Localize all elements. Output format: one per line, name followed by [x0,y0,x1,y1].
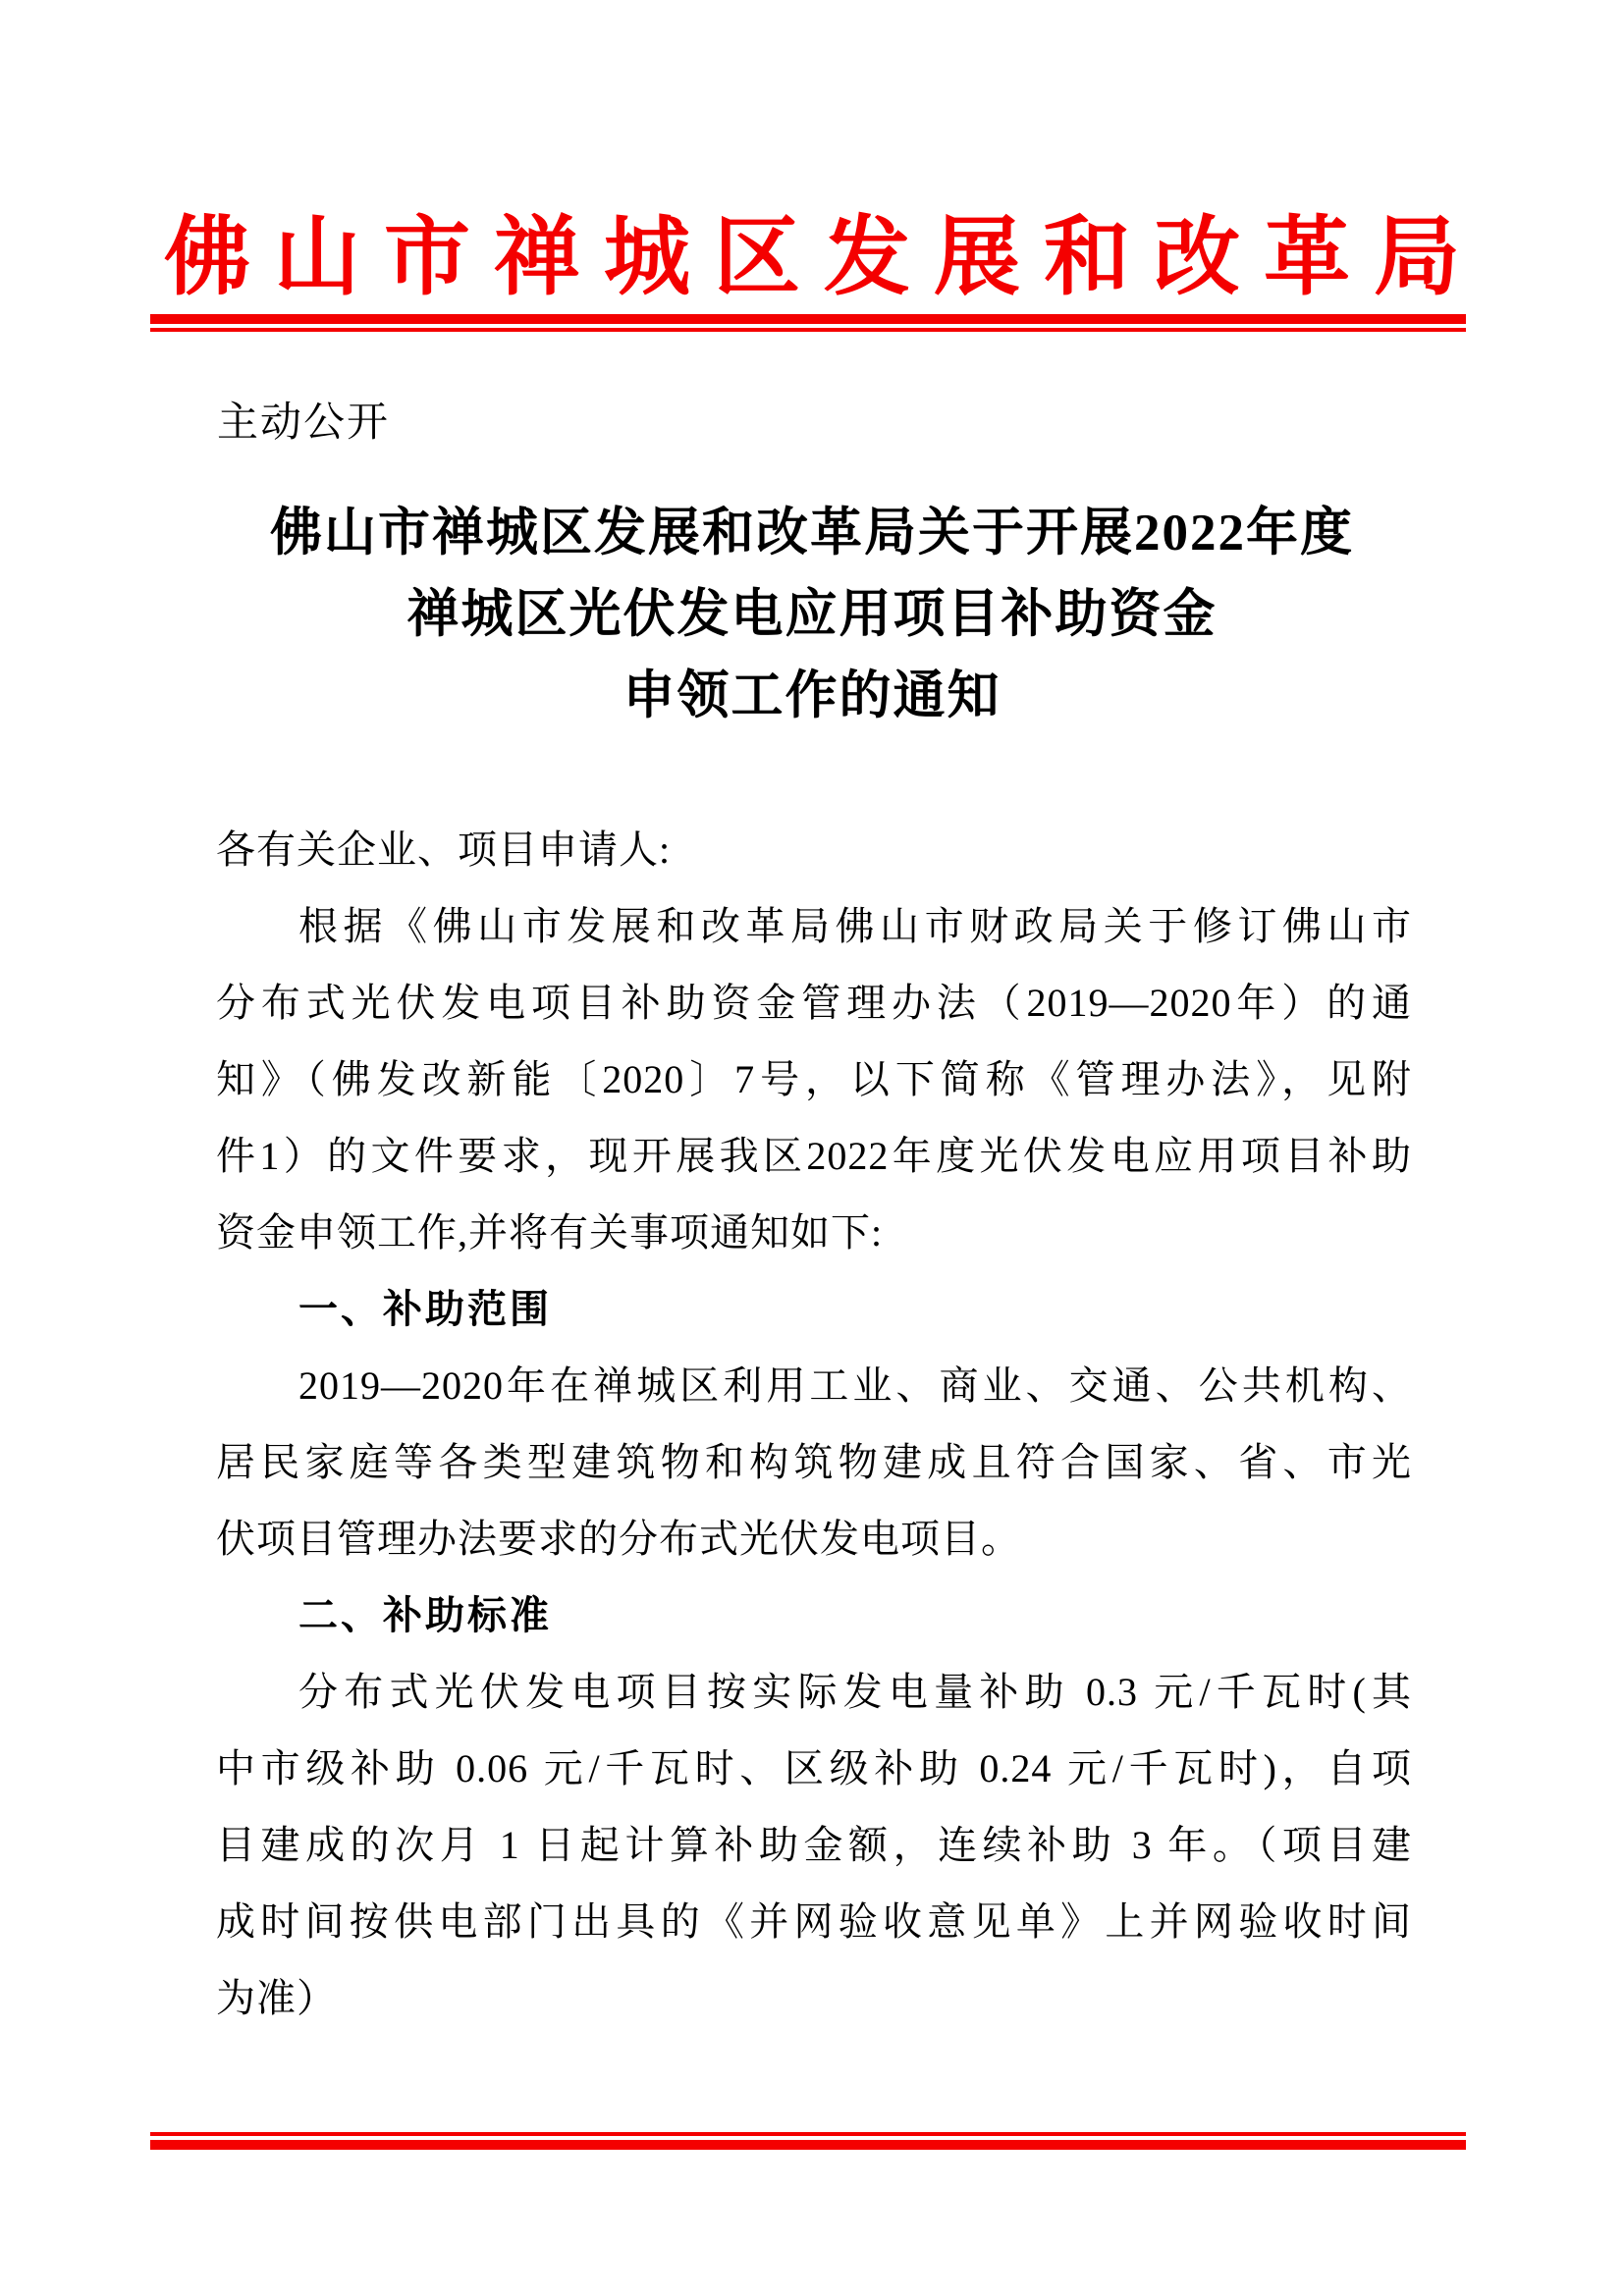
document-title-line-1: 佛山市禅城区发展和改革局关于开展2022年度 [270,505,1354,561]
body-line: 成时间按供电部门出具的《并网验收意见单》上并网验收时间 [216,1899,1412,1944]
disclosure-label: 主动公开 [217,399,391,445]
body-line: 分布式光伏发电项目按实际发电量补助 0.3 元/千瓦时(其 [298,1670,1412,1714]
body-line: 分布式光伏发电项目补助资金管理办法（2019—2020年）的通 [216,981,1412,1025]
body-line: 二、补助标准 [298,1594,552,1637]
footer-double-rule [150,2132,1466,2150]
header-double-rule [150,314,1466,332]
body-line: 资金申领工作,并将有关事项通知如下: [216,1210,884,1255]
body-line: 为准） [216,1976,337,2020]
body-text [216,812,1412,2037]
body-line: 知》（佛发改新能〔2020〕7号，以下简称《管理办法》，见附 [216,1057,1412,1101]
body-line: 目建成的次月 1 日起计算补助金额，连续补助 3 年。（项目建 [216,1823,1412,1867]
body-line: 根据《佛山市发展和改革局佛山市财政局关于修订佛山市 [298,904,1412,948]
body-line: 2019—2020年在禅城区利用工业、商业、交通、公共机构、 [298,1363,1412,1408]
masthead-agency-title: 佛山市禅城区发展和改革局 [163,211,1484,306]
body-line: 件1）的文件要求，现开展我区2022年度光伏发电应用项目补助 [216,1134,1412,1178]
footer-rule-thick-bar [150,2140,1466,2150]
document-title [0,493,1624,737]
body-line: 中市级补助 0.06 元/千瓦时、区级补助 0.24 元/千瓦时)，自项 [216,1746,1412,1790]
header-rule-thick-bar [150,314,1466,324]
document-title-line-3: 申领工作的通知 [623,667,1001,724]
body-line: 伏项目管理办法要求的分布式光伏发电项目。 [216,1517,1021,1561]
body-line: 一、补助范围 [298,1288,552,1331]
body-line: 各有关企业、项目申请人: [216,828,672,872]
document-title-line-2: 禅城区光伏发电应用项目补助资金 [406,586,1218,643]
body-line: 居民家庭等各类型建筑物和构筑物建成且符合国家、省、市光 [216,1440,1412,1484]
header-rule-thin-bar [150,328,1466,332]
